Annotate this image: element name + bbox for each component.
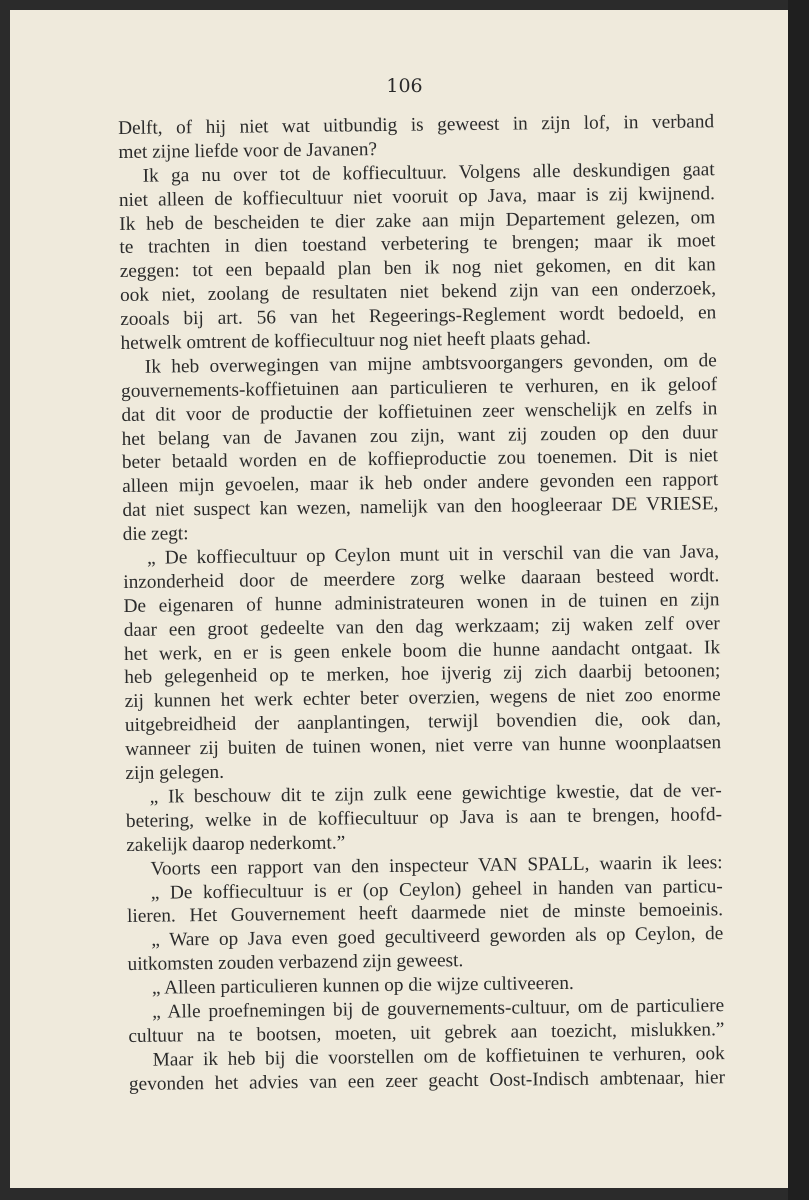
text-line: het belang van de Javanen zou zijn, want zij zouden op den duur [121, 421, 718, 450]
text-line: zooals bij art. 56 van het Regeerings-Reglement wordt bedoeld, en [120, 302, 717, 331]
text-line: hetwelk omtrent de koffiecultuur nog niet heeft plaats gehad. [120, 327, 591, 355]
text-line: „ De koffiecultuur op Ceylon munt uit in verschil van die van Java, [146, 541, 720, 569]
text-line: inzonderheid door de meerdere zorg welke daaraan besteed wordt. [123, 565, 720, 593]
text-line: Ik ga nu over tot de koffiecultuur. Volgens alle deskundigen gaat [142, 159, 715, 187]
text-line: gevonden het advies van een zeer geacht Oost-Indisch ambtenaar, hier [128, 1066, 726, 1095]
scan-border-bottom [0, 1188, 809, 1200]
text-line: „ De koffiecultuur is er (op Ceylon) geheel in handen van particu- [150, 875, 723, 904]
text-line: alleen mijn gevoelen, maar ik heb onder andere gevonden een rapport [122, 469, 719, 498]
text-line: niet alleen de koffiecultuur niet vooruit op Java, maar is zij kwijnend. [118, 182, 716, 211]
text-line: cultuur na te bootsen, moeten, uit gebrek aan toezicht, mislukken.” [128, 1019, 725, 1047]
text-line: Delft, of hij niet wat uitbundig is geweest in zijn lof, in verband [118, 111, 715, 139]
text-line: die zegt: [122, 523, 189, 546]
text-line: „ Alleen particulieren kunnen op die wijze cultiveeren. [151, 972, 574, 999]
text-line: beter betaald worden en de koffieproductie zou toenemen. Dit is niet [121, 445, 719, 474]
text-line: ook niet, zoolang de resultaten niet bekend zijn van een onderzoek, [119, 278, 717, 307]
text-line: Ik heb de bescheiden te dier zake aan mijn Departement gelezen, om [119, 206, 716, 235]
text-line: te trachten in dien toestand verbetering te brengen; maar ik moet [119, 230, 716, 259]
text-line: zeggen: tot een bepaald plan ben ik nog niet gekomen, en dit kan [119, 254, 716, 283]
text-line: het werk, en er is geen enkele boom die hunne aandacht ontgaat. Ik [123, 636, 721, 665]
text-line: zijn gelegen. [125, 761, 225, 785]
text-line: met zijne liefde voor de Javanen? [118, 138, 378, 163]
text-line: Voorts een rapport van den inspecteur VAN SPALL, waarin ik lees: [150, 851, 723, 880]
body-text [118, 110, 725, 1096]
text-line: „ Ik beschouw dit te zijn zulk eene gewichtige kwestie, dat de ver- [149, 780, 722, 808]
text-line: uitkomsten zouden verbazend zijn geweest. [127, 950, 464, 976]
scan-border-top [0, 0, 809, 10]
text-line: Maar ik heb bij die voorstellen om de koffietuinen te verhuren, ook [152, 1042, 725, 1071]
text-line: zij kunnen het werk echter beter overzien, wegens de niet zoo enorme [124, 684, 721, 713]
text-line: lieren. Het Gouvernement heeft daarmede niet de minste bemoeinis. [126, 899, 724, 928]
text-line: uitgebreidheid der aanplantingen, terwijl bovendien die, ook dan, [124, 708, 721, 737]
page-number: 106 [386, 75, 423, 97]
scan-border-left [0, 0, 10, 1200]
text-line: betering, welke in de koffiecultuur op Java is aan te brengen, hoofd- [125, 804, 723, 832]
text-line: heb gelegenheid op te merken, hoe ijverig zij zich daarbij betoonen; [124, 660, 721, 689]
text-line: daar een groot gedeelte van den dag werkzaam; zij waken zelf over [123, 612, 720, 641]
text-line: „ Alle proefnemingen bij de gouvernements-cultuur, om de particuliere [152, 995, 725, 1023]
scan-border-right [788, 0, 809, 1200]
text-line: Ik heb overwegingen van mijne ambtsvoorgangers gevonden, om de [144, 350, 717, 378]
text-line: dat niet suspect kan wezen, namelijk van den hoogleeraar DE VRIESE, [122, 493, 719, 522]
text-line: gouvernements-koffietuinen aan particulieren te verhuren, en ik geloof [120, 374, 718, 402]
text-line: „ Ware op Java even goed gecultiveerd geworden als op Ceylon, de [151, 923, 724, 951]
text-line: wanneer zij buiten de tuinen wonen, niet verre van hunne woonplaatsen [125, 732, 722, 761]
text-line: De eigenaren of hunne administrateuren wonen in de tuinen en zijn [123, 589, 720, 617]
text-line: zakelijk daarop nederkomt.” [126, 832, 346, 856]
text-line: dat dit voor de productie der koffietuinen zeer wenschelijk en zelfs in [121, 397, 718, 426]
